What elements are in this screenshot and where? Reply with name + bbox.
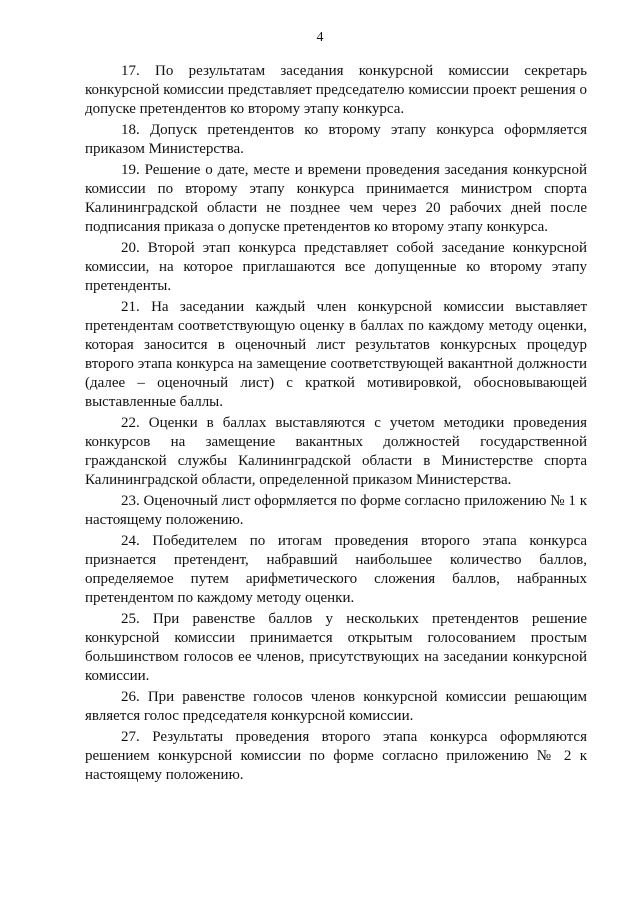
paragraph-21: 21. На заседании каждый член конкурсной комиссии выставляет претендентам соответствующую оценку в баллах по каждому методу оценки, которая заносится в оценочный лист результатов конкурсных процедур второго этапа конкурса на замещение соответствующей вакантной должности (далее – оценочный лист) с краткой мотивировкой, обосновывающей выставленные баллы. [85,299,587,410]
paragraph-22: 22. Оценки в баллах выставляются с учетом методики проведения конкурсов на замещение вакантных должностей государственной гражданской службы Калининградской области в Министерстве спорта Калининградской области, определенной приказом Министерства. [85,415,587,488]
paragraph-24: 24. Победителем по итогам проведения второго этапа конкурса признается претендент, набравший наибольшее количество баллов, определяемое путем арифметического сложения баллов, набранных претендентом по каждому методу оценки. [85,533,587,606]
paragraph-25: 25. При равенстве баллов у нескольких претендентов решение конкурсной комиссии принимается открытым голосованием простым большинством голосов ее членов, присутствующих на заседании конкурсной комиссии. [85,611,587,684]
paragraph-26: 26. При равенстве голосов членов конкурсной комиссии решающим является голос председателя конкурсной комиссии. [85,689,587,724]
paragraph-18: 18. Допуск претендентов ко второму этапу конкурса оформляется приказом Министерства. [85,122,587,157]
paragraph-20: 20. Второй этап конкурса представляет собой заседание конкурсной комиссии, на которое приглашаются все допущенные ко второму этапу претенденты. [85,240,587,294]
paragraph-17: 17. По результатам заседания конкурсной комиссии секретарь конкурсной комиссии представляет председателю комиссии проект решения о допуске претендентов ко второму этапу конкурса. [85,63,587,117]
page-number: 4 [316,30,324,45]
paragraph-27: 27. Результаты проведения второго этапа конкурса оформляются решением конкурсной комиссии по форме согласно приложению № 2 к настоящему положению. [85,729,587,783]
paragraph-23: 23. Оценочный лист оформляется по форме согласно приложению № 1 к настоящему положению. [85,493,587,528]
paragraph-19: 19. Решение о дате, месте и времени проведения заседания конкурсной комиссии по второму этапу конкурса принимается министром спорта Калининградской области не позднее чем через 20 рабочих дней после подписания приказа о допуске претендентов ко второму этапу конкурса. [85,162,587,235]
document-body [85,62,587,787]
